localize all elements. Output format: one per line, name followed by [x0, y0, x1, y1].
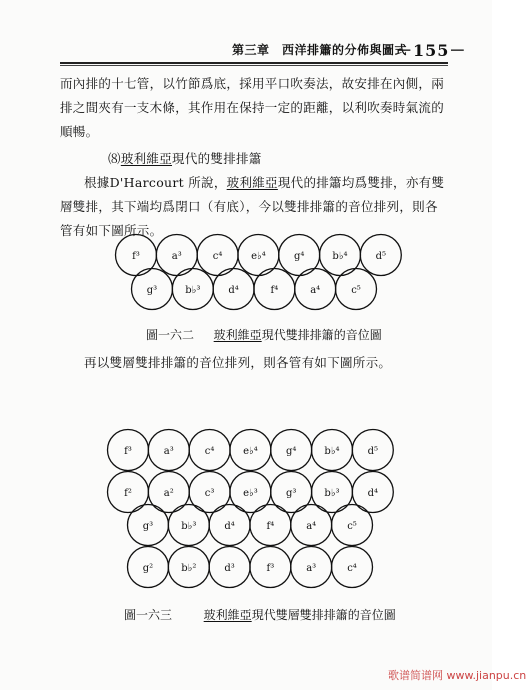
- fig162-row2-pipe-label: a⁴: [310, 285, 321, 296]
- paragraph-3: 再以雙層雙排排簫的音位排列，則各管有如下圖所示。: [84, 355, 392, 370]
- site-watermark: 歌谱简谱网 www.jianpu.cn: [388, 669, 526, 682]
- section-number: ⑻: [108, 151, 121, 166]
- fig163-row1-pipe-label: b♭⁴: [324, 446, 340, 457]
- fig162-row1-pipe-label: a³: [171, 251, 182, 262]
- fig163-row3-pipe-label: a⁴: [306, 521, 317, 532]
- fig163-row1-pipe-label: f³: [124, 446, 132, 457]
- paragraph-2-underlined: 玻利維亞: [226, 175, 278, 190]
- fig162-row2-pipe-label: f⁴: [270, 285, 279, 296]
- fig163-row2-pipe-label: c³: [204, 488, 215, 499]
- figure-162-caption-underlined: 玻利維亞: [213, 328, 262, 342]
- fig163-row2-pipe-label: b♭³: [324, 488, 340, 499]
- fig163-row3-pipe-label: g³: [142, 521, 154, 532]
- fig162-row1-pipe-label: c⁴: [212, 251, 223, 262]
- figure-163-caption-rest: 現代雙層雙排排簫的音位圖: [251, 608, 396, 622]
- paragraph-2-line-3: 管有如下圖所示。: [60, 223, 163, 238]
- fig163-row4-pipe-label: d³: [224, 563, 235, 574]
- fig162-row1-pipe-label: d⁵: [375, 251, 387, 262]
- paragraph-2-text-a: 根據D'Harcourt 所說，: [84, 175, 227, 190]
- figure-163-caption-underlined: 玻利維亞: [203, 608, 252, 622]
- fig163-row2-pipe-label: f²: [124, 488, 132, 499]
- fig163-row4-pipe-label: f³: [266, 563, 275, 574]
- fig162-row2-pipe-label: g³: [146, 285, 158, 296]
- fig163-row1-pipe-label: e♭⁴: [243, 446, 258, 457]
- fig163-row2-pipe-label: e♭³: [243, 488, 258, 499]
- paragraph-1-line-2: 排之間夾有一支木條，其作用在保持一定的距離，以利吹奏時氣流的: [60, 100, 445, 115]
- section-heading-rest: 現代的雙排排簫: [172, 151, 262, 166]
- paragraph-1-line-3: 順暢。: [60, 124, 99, 139]
- fig163-row1-pipe-label: d⁵: [367, 446, 379, 457]
- page-number: －155－: [396, 41, 467, 60]
- fig163-row2-pipe-label: d⁴: [367, 488, 379, 499]
- fig163-row4-pipe-label: b♭²: [181, 563, 197, 574]
- figure-162-caption-rest: 現代雙排排簫的音位圖: [261, 328, 382, 342]
- fig163-row1-pipe-label: a³: [163, 446, 174, 457]
- fig163-row3-pipe-label: c⁵: [347, 521, 357, 532]
- fig162-row1-pipe-label: g⁴: [293, 251, 305, 262]
- fig163-row3-pipe-label: f⁴: [266, 521, 275, 532]
- fig162-row2-pipe-label: b♭³: [185, 285, 201, 296]
- fig163-row3-pipe-label: d⁴: [224, 521, 235, 532]
- fig163-row4-pipe-label: c⁴: [347, 563, 357, 574]
- fig162-row2-pipe-label: d⁴: [228, 285, 239, 296]
- fig163-row3-pipe-label: b♭³: [181, 521, 197, 532]
- figure-162-number: 圖一六二: [146, 328, 195, 342]
- paragraph-2-text-b: 現代的排簫均爲雙排，亦有雙: [277, 175, 445, 190]
- fig162-row1-pipe-label: e♭⁴: [251, 251, 266, 262]
- figure-162-caption: [146, 326, 382, 343]
- figure-163-caption: [124, 606, 396, 623]
- paragraph-2-line-2: 層雙排，其下端均爲閉口（有底），今以雙排排簫的音位排列，則各: [60, 199, 438, 214]
- fig163-row2-pipe-label: g³: [285, 488, 297, 499]
- paragraph-1-line-1: 而內排的十七管，以竹節爲底，採用平口吹奏法，故安排在內側，兩: [60, 76, 445, 91]
- figure-163-number: 圖一六三: [124, 608, 173, 622]
- section-heading-underlined: 玻利維亞: [120, 151, 173, 166]
- chapter-title: 第三章 西洋排簫的分佈與圖式: [232, 43, 408, 57]
- fig162-row1-pipe-label: b♭⁴: [332, 251, 348, 262]
- fig163-row1-pipe-label: g⁴: [285, 446, 297, 457]
- fig162-row2-pipe-label: c⁵: [351, 285, 361, 296]
- fig163-row1-pipe-label: c⁴: [204, 446, 215, 457]
- fig163-row2-pipe-label: a²: [163, 488, 174, 499]
- fig162-row1-pipe-label: f³: [132, 251, 140, 262]
- fig163-row4-pipe-label: a³: [306, 563, 317, 574]
- fig163-row4-pipe-label: g²: [142, 563, 154, 574]
